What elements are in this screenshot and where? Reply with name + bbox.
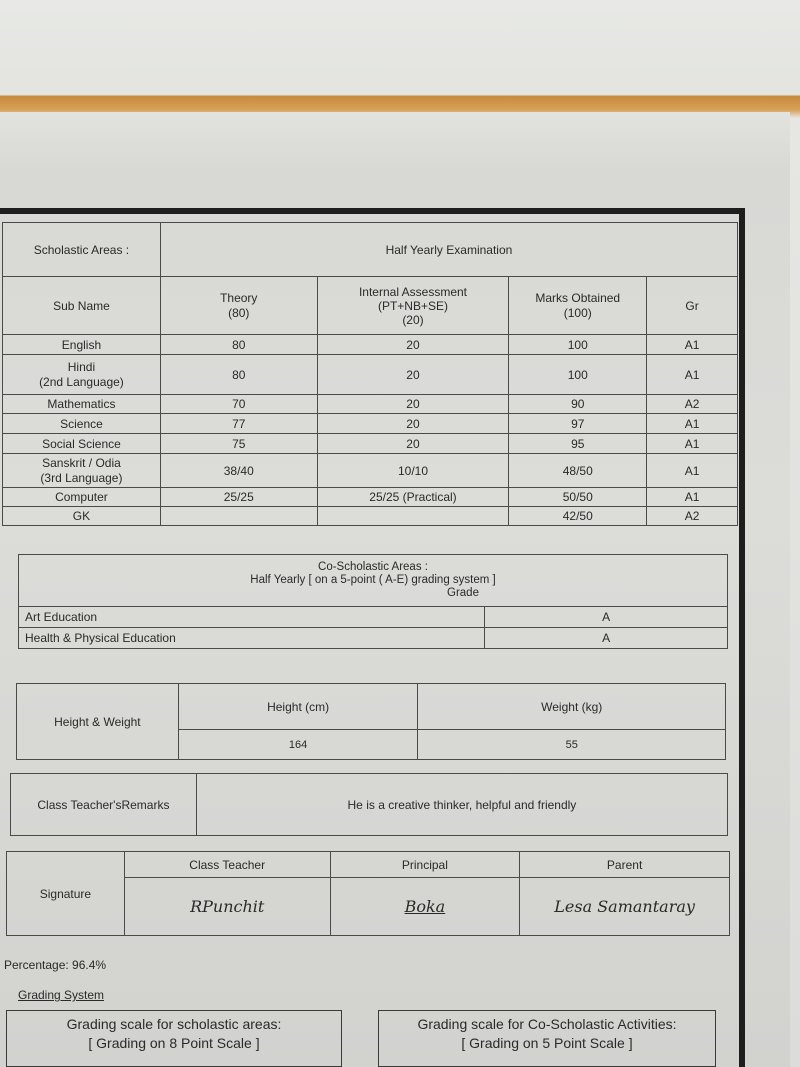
subject-name: Hindi (67, 359, 96, 374)
theory-header-label: Theory (220, 290, 258, 305)
subject-cell: GK (3, 507, 161, 526)
subject-cell (3, 454, 161, 488)
co-scholastic-title: Co-Scholastic Areas : (318, 561, 428, 573)
co-grade-health: A (485, 628, 728, 649)
co-scholastic-header (19, 555, 728, 607)
co-scholastic-grading-scale-title: Grading scale for Co-Scholastic Activities: (417, 1016, 677, 1032)
ia-cell: 20 (317, 355, 509, 395)
subject-cell: Computer (3, 488, 161, 507)
signature-table (6, 851, 730, 936)
ia-cell: 20 (317, 335, 509, 355)
marks-cell: 100 (509, 355, 647, 395)
co-scholastic-grade-label: Grade (447, 587, 479, 599)
grade-cell: A1 (647, 488, 738, 507)
scholastic-rows (3, 335, 738, 526)
marks-cell: 95 (509, 434, 647, 454)
co-grade-art: A (485, 607, 728, 628)
ia-cell: 20 (317, 414, 509, 434)
grading-system-heading: Grading System (18, 988, 105, 1002)
table-row (3, 507, 738, 526)
co-area-health: Health & Physical Education (19, 628, 485, 649)
marks-cell: 90 (509, 395, 647, 414)
table-row (3, 355, 738, 395)
subject-language-note: (2nd Language) (39, 374, 124, 389)
principal-label: Principal (330, 852, 520, 878)
subject-cell (3, 355, 161, 395)
grade-header: Gr (647, 277, 738, 335)
exam-title: Half Yearly Examination (160, 223, 737, 277)
weight-value: 55 (418, 730, 726, 760)
co-area-art: Art Education (19, 607, 485, 628)
height-weight-table (16, 683, 726, 760)
theory-cell: 80 (160, 335, 317, 355)
ia-cell: 20 (317, 395, 509, 414)
ia-cell (317, 507, 509, 526)
ia-header-max: (20) (402, 312, 424, 327)
remarks-text: He is a creative thinker, helpful and friendly (196, 774, 727, 836)
class-teacher-label: Class Teacher (124, 852, 330, 878)
ia-header-label: Internal Assessment (358, 284, 468, 299)
marks-header-label: Marks Obtained (535, 290, 621, 305)
subject-cell: Mathematics (3, 395, 161, 414)
co-scholastic-grading-scale-box (378, 1010, 716, 1067)
theory-header (160, 277, 317, 335)
class-teacher-signature (124, 878, 330, 936)
grade-cell: A1 (647, 355, 738, 395)
principal-signature-text: Boka (404, 897, 446, 916)
remarks-table (10, 773, 728, 836)
grade-cell: A2 (647, 507, 738, 526)
table-row (3, 434, 738, 454)
table-row (3, 395, 738, 414)
signature-label: Signature (7, 852, 125, 936)
ia-cell: 25/25 (Practical) (317, 488, 509, 507)
marks-cell: 42/50 (509, 507, 647, 526)
theory-cell: 80 (160, 355, 317, 395)
parent-signature (520, 878, 730, 936)
grade-cell: A1 (647, 454, 738, 488)
theory-cell: 75 (160, 434, 317, 454)
table-row (3, 335, 738, 355)
scholastic-grading-scale-title: Grading scale for scholastic areas: (66, 1016, 282, 1032)
grade-cell: A1 (647, 434, 738, 454)
theory-cell: 77 (160, 414, 317, 434)
scholastic-areas-label: Scholastic Areas : (3, 223, 161, 277)
co-scholastic-grading-scale-subtitle: [ Grading on 5 Point Scale ] (461, 1035, 633, 1051)
co-scholastic-subtitle: Half Yearly [ on a 5-point ( A-E) grading system ] (250, 574, 496, 586)
marks-header (509, 277, 647, 335)
ia-header-sub: (PT+NB+SE) (377, 298, 448, 313)
marks-cell: 48/50 (509, 454, 647, 488)
grade-cell: A1 (647, 335, 738, 355)
theory-header-max: (80) (228, 305, 250, 320)
subject-cell: Science (3, 414, 161, 434)
parent-label: Parent (520, 852, 730, 878)
remarks-label: Class Teacher'sRemarks (11, 774, 197, 836)
subject-cell: Social Science (3, 434, 161, 454)
marks-cell: 100 (509, 335, 647, 355)
marks-cell: 97 (509, 414, 647, 434)
subject-name: Sanskrit / Odia (42, 455, 121, 470)
co-scholastic-table (18, 554, 728, 649)
ia-header (317, 277, 509, 335)
subject-cell: English (3, 335, 161, 355)
table-row (3, 454, 738, 488)
scholastic-table (2, 222, 738, 526)
scholastic-grading-scale-subtitle: [ Grading on 8 Point Scale ] (88, 1035, 260, 1051)
theory-cell: 25/25 (160, 488, 317, 507)
theory-cell (160, 507, 317, 526)
height-value: 164 (178, 730, 418, 760)
table-row (3, 414, 738, 434)
theory-cell: 70 (160, 395, 317, 414)
marks-header-max: (100) (563, 305, 592, 320)
parent-signature-text: Lesa Samantaray (554, 897, 695, 916)
class-teacher-signature-text: RPunchit (190, 897, 265, 916)
marks-cell: 50/50 (509, 488, 647, 507)
height-label: Height (cm) (178, 684, 418, 730)
percentage-text: Percentage: 96.4% (4, 958, 107, 972)
table-row (3, 488, 738, 507)
scholastic-grading-scale-box (6, 1010, 342, 1067)
grade-cell: A1 (647, 414, 738, 434)
ia-cell: 10/10 (317, 454, 509, 488)
ia-cell: 20 (317, 434, 509, 454)
height-weight-label: Height & Weight (17, 684, 179, 760)
theory-cell: 38/40 (160, 454, 317, 488)
sub-name-header: Sub Name (3, 277, 161, 335)
weight-label: Weight (kg) (418, 684, 726, 730)
grade-cell: A2 (647, 395, 738, 414)
principal-signature (330, 878, 520, 936)
subject-language-note: (3rd Language) (40, 470, 123, 485)
